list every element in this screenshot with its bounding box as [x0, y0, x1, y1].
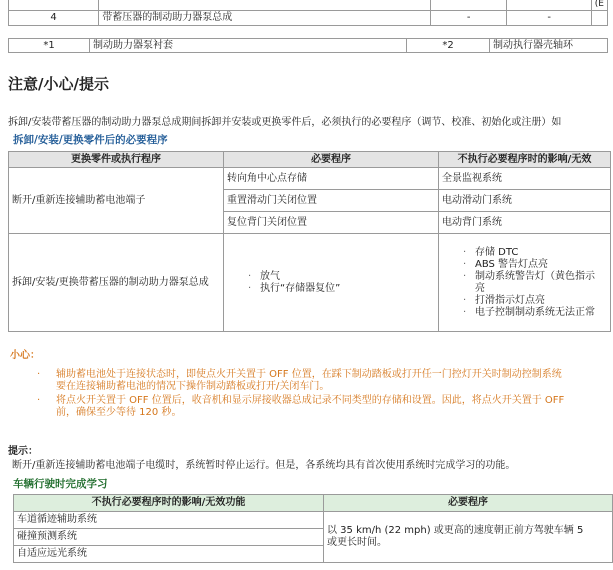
- learning-title: 车辆行驶时完成学习: [13, 478, 108, 490]
- section-title: 拆卸/安装/更换零件后的必要程序: [13, 134, 168, 146]
- top-row-label: 带蓄压器的制动助力器泵总成: [99, 10, 431, 25]
- table-row: 车道循迹辅助系统: [14, 512, 324, 529]
- learn-procedure-line-2: 或更长时间。: [327, 537, 387, 548]
- caution-title: 小心：: [10, 350, 40, 361]
- proc-row2-effects: [439, 234, 611, 332]
- caution-item-1-line-1: 辅助蓄电池处于连接状态时，即使点火开关置于 OFF 位置，在踩下制动踏板或打开任一门控灯开关时制动控制系统: [56, 369, 562, 380]
- learn-header-effect: 不执行必要程序时的影响/无效功能: [14, 495, 324, 512]
- learn-procedure-line-1: 以 35 km/h (22 mph) 或更高的速度朝正前方驾驶车辆 5: [327, 525, 584, 536]
- intro-paragraph: 拆卸/安装带蓄压器的制动助力器泵总成期间拆卸并安装或更换零件后，必须执行的必要程序（调节、校准、初始化或注册）如: [8, 117, 562, 128]
- list-item: · 电子控制制动系统无法正常: [459, 307, 607, 319]
- ref-key-1: *1: [9, 39, 90, 53]
- procedure-table: [8, 151, 611, 332]
- proc-row2-procedures: [224, 234, 439, 332]
- proc-row1-effect-2: 电动滑动门系统: [439, 190, 611, 212]
- top-row-number: 4: [9, 10, 99, 25]
- proc-row1-effect-3: 电动背门系统: [439, 212, 611, 234]
- hint-title: 提示：: [8, 446, 38, 457]
- list-item: · 制动系统警告灯（黄色指示: [459, 271, 607, 283]
- learn-procedure-cell: [324, 512, 613, 563]
- top-parts-table: [8, 0, 608, 26]
- hint-text: 断开/重新连接辅助蓄电池端子电缆时，系统暂时停止运行。但是，各系统均具有首次使用系统时完成学习的功能。: [12, 460, 516, 471]
- proc-row2-effect-list: [459, 247, 607, 319]
- caution-item-2-line-1: 将点火开关置于 OFF 位置后，收音机和显示屏接收器总成记录不同类型的存储和设置。因此，将点火开关置于 OFF: [56, 395, 565, 406]
- top-row-c3: -: [430, 10, 507, 25]
- list-item: · 打滑指示灯点亮: [459, 295, 607, 307]
- ref-key-2: *2: [407, 39, 490, 53]
- top-corner-cell: (E: [591, 0, 607, 10]
- proc-row1-effect-1: 全景监视系统: [439, 168, 611, 190]
- list-item: · 执行“存储器复位”: [244, 283, 435, 295]
- list-item-continuation: 亮: [475, 282, 485, 294]
- proc-row1-procedure-2: 重置滑动门关闭位置: [224, 190, 439, 212]
- proc-header-procedure: 必要程序: [224, 152, 439, 168]
- learn-header-procedure: 必要程序: [324, 495, 613, 512]
- proc-header-part: 更换零件或执行程序: [9, 152, 224, 168]
- caution-bullet-icon: ·: [37, 395, 41, 406]
- caution-bullet-icon: ·: [37, 369, 41, 380]
- caution-item-2-line-2: 前，确保至少等待 120 秒。: [56, 407, 182, 418]
- proc-row1-procedure-1: 转向角中心点存储: [224, 168, 439, 190]
- ref-value-1: 制动助力器泵衬套: [90, 39, 407, 53]
- top-row-c4: -: [507, 10, 591, 25]
- caution-item-1-line-2: 要在连接辅助蓄电池的情况下操作制动踏板或打开/关闭车门。: [56, 381, 330, 392]
- proc-row1-part: 断开/重新连接辅助蓄电池端子: [9, 168, 224, 234]
- proc-row1-procedure-3: 复位背门关闭位置: [224, 212, 439, 234]
- table-row: 自适应远光系统: [14, 546, 324, 563]
- table-row: 碰撞预测系统: [14, 529, 324, 546]
- proc-row2-procedure-list: [244, 271, 435, 295]
- learning-table: [13, 494, 613, 563]
- ref-value-2: 制动执行器壳轴环: [490, 39, 608, 53]
- notice-heading: 注意/小心/提示: [8, 75, 109, 93]
- list-item: · ABS 警告灯点亮: [459, 259, 607, 271]
- list-item: · 放气: [244, 271, 435, 283]
- reference-table: [8, 38, 608, 53]
- proc-header-effect: 不执行必要程序时的影响/无效: [439, 152, 611, 168]
- list-item: · 存储 DTC: [459, 247, 607, 259]
- proc-row2-part: 拆卸/安装/更换带蓄压器的制动助力器泵总成: [9, 234, 224, 332]
